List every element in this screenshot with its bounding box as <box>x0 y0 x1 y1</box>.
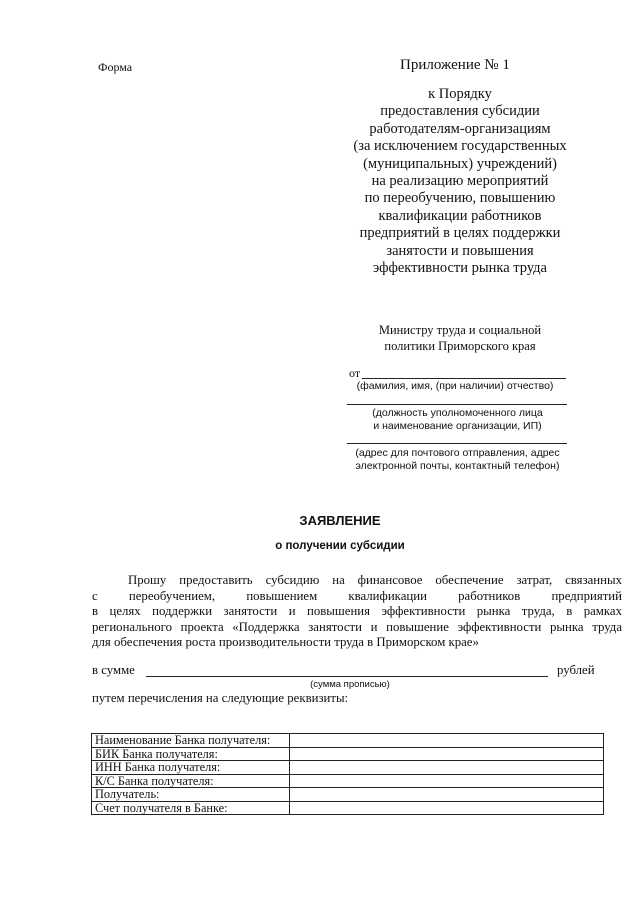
row-value-cell[interactable] <box>290 761 604 775</box>
annex-line: на реализацию мероприятий <box>371 173 549 190</box>
table-row <box>92 801 604 815</box>
annex-line: (муниципальных) учреждений) <box>363 155 557 172</box>
position-caption <box>345 407 570 433</box>
name-caption: (фамилия, имя, (при наличии) отчество) <box>356 380 554 392</box>
addressee <box>340 322 580 354</box>
sum-label: в сумме <box>92 663 135 677</box>
row-label: Наименование Банка получателя: <box>92 734 290 748</box>
address-caption <box>340 447 575 473</box>
row-value-cell[interactable] <box>290 788 604 802</box>
annex-title: Приложение № 1 <box>400 57 510 73</box>
position-field-line[interactable] <box>347 404 567 405</box>
row-value-cell[interactable] <box>290 801 604 815</box>
sum-field-line[interactable] <box>146 676 548 677</box>
transfer-text: путем перечисления на следующие реквизиты: <box>92 691 349 705</box>
from-name-field-line[interactable] <box>362 378 566 379</box>
caption-line: электронной почты, контактный телефон) <box>355 460 560 472</box>
row-label: Счет получателя в Банке: <box>92 801 290 815</box>
annex-line: занятости и повышения <box>386 242 534 259</box>
paragraph-line: для обеспечения роста производительности труда в Приморском крае» <box>92 635 479 649</box>
annex-line: (за исключением государственных <box>353 138 567 155</box>
annex-line: эффективности рынка труда <box>373 260 547 277</box>
addressee-line: Министру труда и социальной <box>378 323 542 337</box>
paragraph-line: регионального проекта «Поддержка занятости и повышение эффективности рынка труда <box>92 620 622 634</box>
table-row <box>92 774 604 788</box>
annex-line: по переобучению, повышению <box>364 190 556 207</box>
annex-line: предоставления субсидии <box>380 103 540 120</box>
bank-details-table <box>91 733 604 815</box>
address-field-line[interactable] <box>347 443 567 444</box>
table-row <box>92 734 604 748</box>
row-value-cell[interactable] <box>290 747 604 761</box>
row-value-cell[interactable] <box>290 774 604 788</box>
document-title: ЗАЯВЛЕНИЕ <box>299 513 381 528</box>
document-subtitle: о получении субсидии <box>275 540 405 552</box>
row-label: Получатель: <box>92 788 290 802</box>
sum-caption: (сумма прописью) <box>310 679 390 690</box>
row-label: БИК Банка получателя: <box>92 747 290 761</box>
caption-line: и наименование организации, ИП) <box>373 420 542 432</box>
form-label: Форма <box>98 60 133 74</box>
addressee-line: политики Приморского края <box>384 339 536 353</box>
sum-unit: рублей <box>557 663 595 677</box>
annex-description <box>330 86 590 277</box>
table-row <box>92 788 604 802</box>
from-label: от <box>349 366 361 380</box>
annex-line: предприятий в целях поддержки <box>359 225 561 242</box>
annex-line: квалификации работников <box>378 207 542 224</box>
paragraph-line: Прошу предоставить субсидию на финансовое обеспечение затрат, связанных <box>128 573 622 587</box>
annex-line: работодателям-организациям <box>369 120 551 137</box>
row-value-cell[interactable] <box>290 734 604 748</box>
table-row <box>92 761 604 775</box>
row-label: К/С Банка получателя: <box>92 774 290 788</box>
row-label: ИНН Банка получателя: <box>92 761 290 775</box>
annex-line: к Порядку <box>428 86 492 102</box>
caption-line: (должность уполномоченного лица <box>372 407 543 419</box>
paragraph-line: в целях поддержки занятости и повышения эффективности рынка труда, в рамках <box>92 604 622 618</box>
caption-line: (адрес для почтового отправления, адрес <box>355 447 560 459</box>
paragraph-line: с переобучением, повышением квалификации работников предприятий <box>92 589 622 603</box>
table-row <box>92 747 604 761</box>
